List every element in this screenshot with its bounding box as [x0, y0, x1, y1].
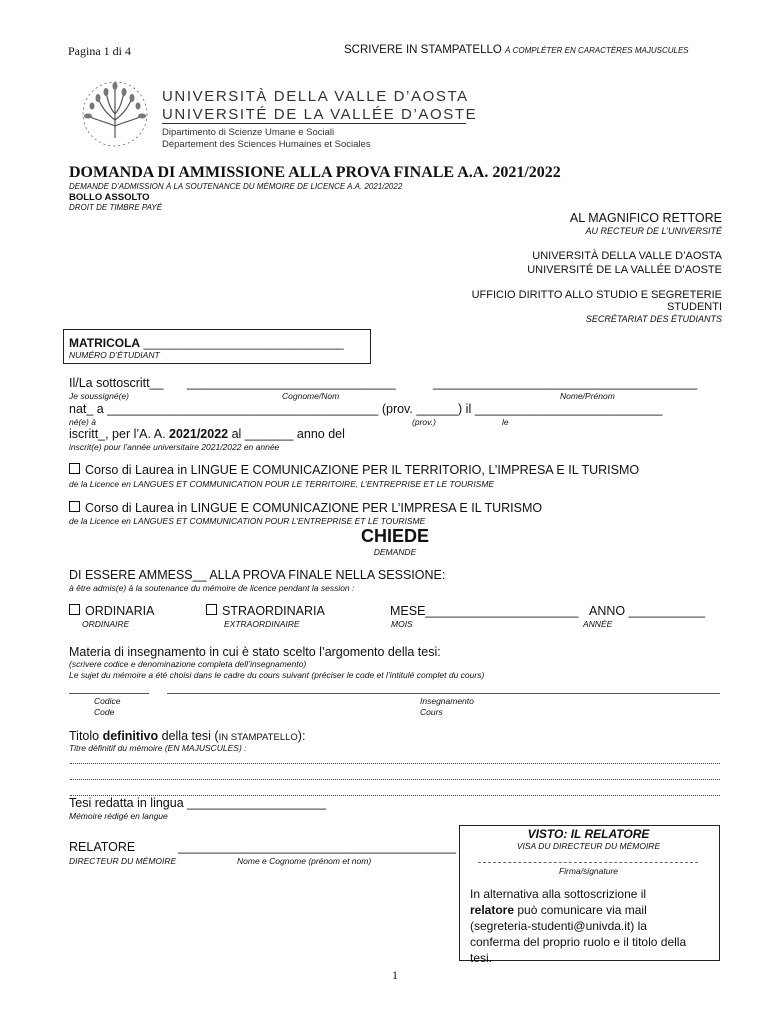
addressee-rector-fr: AU RECTEUR DE L’UNIVERSITÉ — [585, 226, 722, 236]
thesis-language-fr: Mémoire rédigé en langue — [69, 811, 168, 821]
enrollment-year: 2021/2022 — [169, 427, 229, 441]
request-heading-fr: DEMANDE — [373, 547, 417, 557]
stamp-duty: BOLLO ASSOLTO — [69, 192, 150, 203]
approval-note-line-2 — [470, 902, 715, 918]
thesis-title-caps: IN STAMPATELLO — [218, 732, 298, 743]
course-name-label-fr: Cours — [420, 707, 443, 717]
session-ordinary-label: ORDINARIA — [85, 604, 155, 618]
thesis-title-line-2[interactable] — [70, 779, 720, 780]
matricola-field[interactable] — [69, 336, 344, 350]
enrollment-row[interactable] — [69, 427, 345, 441]
thesis-title-fr: Titre définitif du mémoire (EN MAJUSCULES) : — [69, 743, 247, 753]
year-label-fr: ANNÉE — [583, 619, 613, 629]
supervisor-field[interactable]: ________________________________________ — [178, 840, 457, 854]
tree-emblem-icon — [72, 76, 158, 152]
prov-fr: (prov.) — [412, 417, 436, 427]
firstname-hint: Nome/Prénom — [560, 391, 615, 401]
header-instruction — [344, 44, 689, 56]
addressee-office-fr: SECRÉTARIAT DES ÉTUDIANTS — [585, 314, 722, 324]
thesis-title-suffix: della tesi ( — [158, 729, 219, 743]
admission-statement: DI ESSERE AMMESS__ ALLA PROVA FINALE NELLA SESSIONE: — [69, 568, 446, 582]
birth-date-fr: le — [502, 417, 509, 427]
document-title: DOMANDA DI AMMISSIONE ALLA PROVA FINALE A.A. 2021/2022 — [69, 164, 561, 181]
course-name-label: Insegnamento — [420, 696, 474, 706]
approval-note — [470, 886, 715, 966]
addressee-office-2: STUDENTI — [667, 301, 722, 313]
department-fr: Département des Sciences Humaines et Sociales — [162, 139, 371, 150]
header-instruction-it: SCRIVERE IN STAMPATELLO — [344, 44, 502, 56]
course-2-label-fr: de la Licence en LANGUES ET COMMUNICATION POUR L’ENTREPRISE ET LE TOURISME — [69, 516, 426, 526]
matricola-label: MATRICOLA — [69, 336, 141, 350]
logo-divider — [162, 123, 466, 124]
signature-line[interactable] — [478, 862, 698, 863]
checkbox-icon[interactable] — [69, 604, 80, 615]
session-extraordinary-option[interactable] — [206, 604, 325, 618]
approval-note-line-1: In alternativa alla sottoscrizione il — [470, 887, 647, 901]
approval-title: VISTO: IL RELATORE — [527, 827, 650, 841]
checkbox-icon[interactable] — [206, 604, 217, 615]
code-input-line[interactable] — [69, 693, 149, 694]
month-field[interactable]: MESE______________________ — [390, 604, 579, 618]
subject-label: Materia di insegnamento in cui è stato scelto l’argomento della tesi: — [69, 645, 441, 659]
course-option-1[interactable] — [69, 463, 639, 477]
supervisor-label-fr: DIRECTEUR DU MÉMOIRE — [69, 856, 177, 866]
approval-note-line-2-text: può comunicare via mail — [514, 903, 647, 917]
thesis-title-bold: definitivo — [102, 729, 159, 743]
request-heading: CHIEDE — [360, 526, 429, 546]
signer-label-fr: Je soussigné(e) — [69, 391, 130, 401]
session-ordinary-option[interactable] — [69, 604, 154, 618]
enrollment-text: iscritt_, per l’A. A. — [69, 427, 170, 441]
admission-statement-fr: à être admis(e) à la soutenance du mémoire de licence pendant la session : — [69, 583, 355, 593]
thesis-language-field[interactable]: Tesi redatta in lingua ____________________ — [69, 796, 327, 810]
code-label: Codice — [94, 696, 121, 706]
department-it: Dipartimento di Scienze Umane e Sociali — [162, 127, 335, 138]
approval-note-line-5: tesi. — [470, 951, 493, 965]
page-indicator: Pagina 1 di 4 — [68, 44, 131, 58]
course-1-label: Corso di Laurea in LINGUE E COMUNICAZIONE PER IL TERRITORIO, L’IMPRESA E IL TURISMO — [85, 463, 640, 477]
birth-place-fr: né(e) à — [69, 417, 96, 427]
course-option-2[interactable] — [69, 501, 542, 515]
addressee-office: UFFICIO DIRITTO ALLO STUDIO E SEGRETERIE — [471, 289, 722, 301]
supervisor-name-hint: Nome e Cognome (prénom et nom) — [237, 856, 372, 866]
code-label-fr: Code — [94, 707, 115, 717]
page-number: 1 — [392, 968, 398, 982]
university-name-fr: UNIVERSITÉ DE LA VALLÉE D’AOSTE — [162, 106, 478, 123]
checkbox-icon[interactable] — [69, 463, 80, 474]
checkbox-icon[interactable] — [69, 501, 80, 512]
enrollment-year-blank: al _______ anno del — [228, 427, 345, 441]
enrollment-fr: inscrit(e) pour l’année universitaire 2021/2022 en année — [69, 442, 280, 452]
thesis-title-line-1[interactable] — [70, 763, 720, 764]
thesis-title-label — [69, 729, 305, 743]
thesis-title-end: ): — [297, 729, 306, 743]
stamp-duty-fr: DROIT DE TIMBRE PAYÉ — [69, 203, 163, 212]
approval-note-bold: relatore — [470, 903, 515, 917]
matricola-label-fr: NUMÉRO D’ÉTUDIANT — [69, 350, 160, 360]
matricola-blank: ______________________________ — [143, 336, 344, 350]
surname-hint: Cognome/Nom — [282, 391, 340, 401]
year-field[interactable]: ANNO ___________ — [589, 604, 706, 618]
header-instruction-fr: À COMPLÉTER EN CARACTÈRES MAJUSCULES — [505, 46, 689, 55]
birth-row[interactable]: nat_ a _______________________________________ (prov. ______) il ___________________________ — [69, 402, 663, 416]
document-title-fr: DEMANDE D’ADMISSION À LA SOUTENANCE DU MÉMOIRE DE LICENCE A.A. 2021/2022 — [69, 182, 403, 191]
university-name-it: UNIVERSITÀ DELLA VALLE D’AOSTA — [162, 88, 469, 105]
session-extraordinary-fr: EXTRAORDINAIRE — [224, 619, 300, 629]
course-1-label-fr: de la Licence en LANGUES ET COMMUNICATION POUR LE TERRITOIRE, L’ENTREPRISE ET LE TOURISME — [69, 479, 495, 489]
subject-note-fr: Le sujet du mémoire a été choisi dans le cadre du cours suivant (préciser le code et l’intitulé complet du cours) — [69, 670, 485, 680]
signer-name-row[interactable] — [69, 376, 164, 390]
approval-note-line-3: (segreteria-studenti@univda.it) la — [470, 919, 647, 933]
session-extraordinary-label: STRAORDINARIA — [222, 604, 325, 618]
surname-field[interactable]: ______________________________ — [187, 376, 396, 390]
session-ordinary-fr: ORDINAIRE — [82, 619, 130, 629]
addressee-rector: AL MAGNIFICO RETTORE — [569, 211, 722, 225]
subject-note: (scrivere codice e denominazione completa dell’insegnamento) — [69, 659, 307, 669]
addressee-university-it: UNIVERSITÀ DELLA VALLE D’AOSTA — [532, 250, 722, 262]
signer-label: Il/La sottoscritt__ — [69, 376, 164, 390]
firstname-field[interactable]: ______________________________________ — [433, 376, 698, 390]
approval-note-line-4: conferma del proprio ruolo e il titolo della — [470, 935, 687, 949]
addressee-university-fr: UNIVERSITÉ DE LA VALLÉE D’AOSTE — [527, 264, 722, 276]
month-label-fr: MOIS — [391, 619, 413, 629]
thesis-title-prefix: Titolo — [69, 729, 103, 743]
university-logo — [72, 76, 158, 152]
course-2-label: Corso di Laurea in LINGUE E COMUNICAZIONE PER L’IMPRESA E IL TURISMO — [85, 501, 543, 515]
signature-label: Firma/signature — [558, 866, 619, 876]
approval-title-fr: VISA DU DIRECTEUR DU MÉMOIRE — [516, 841, 661, 851]
supervisor-label: RELATORE — [69, 840, 136, 854]
course-name-input-line[interactable] — [167, 693, 720, 694]
